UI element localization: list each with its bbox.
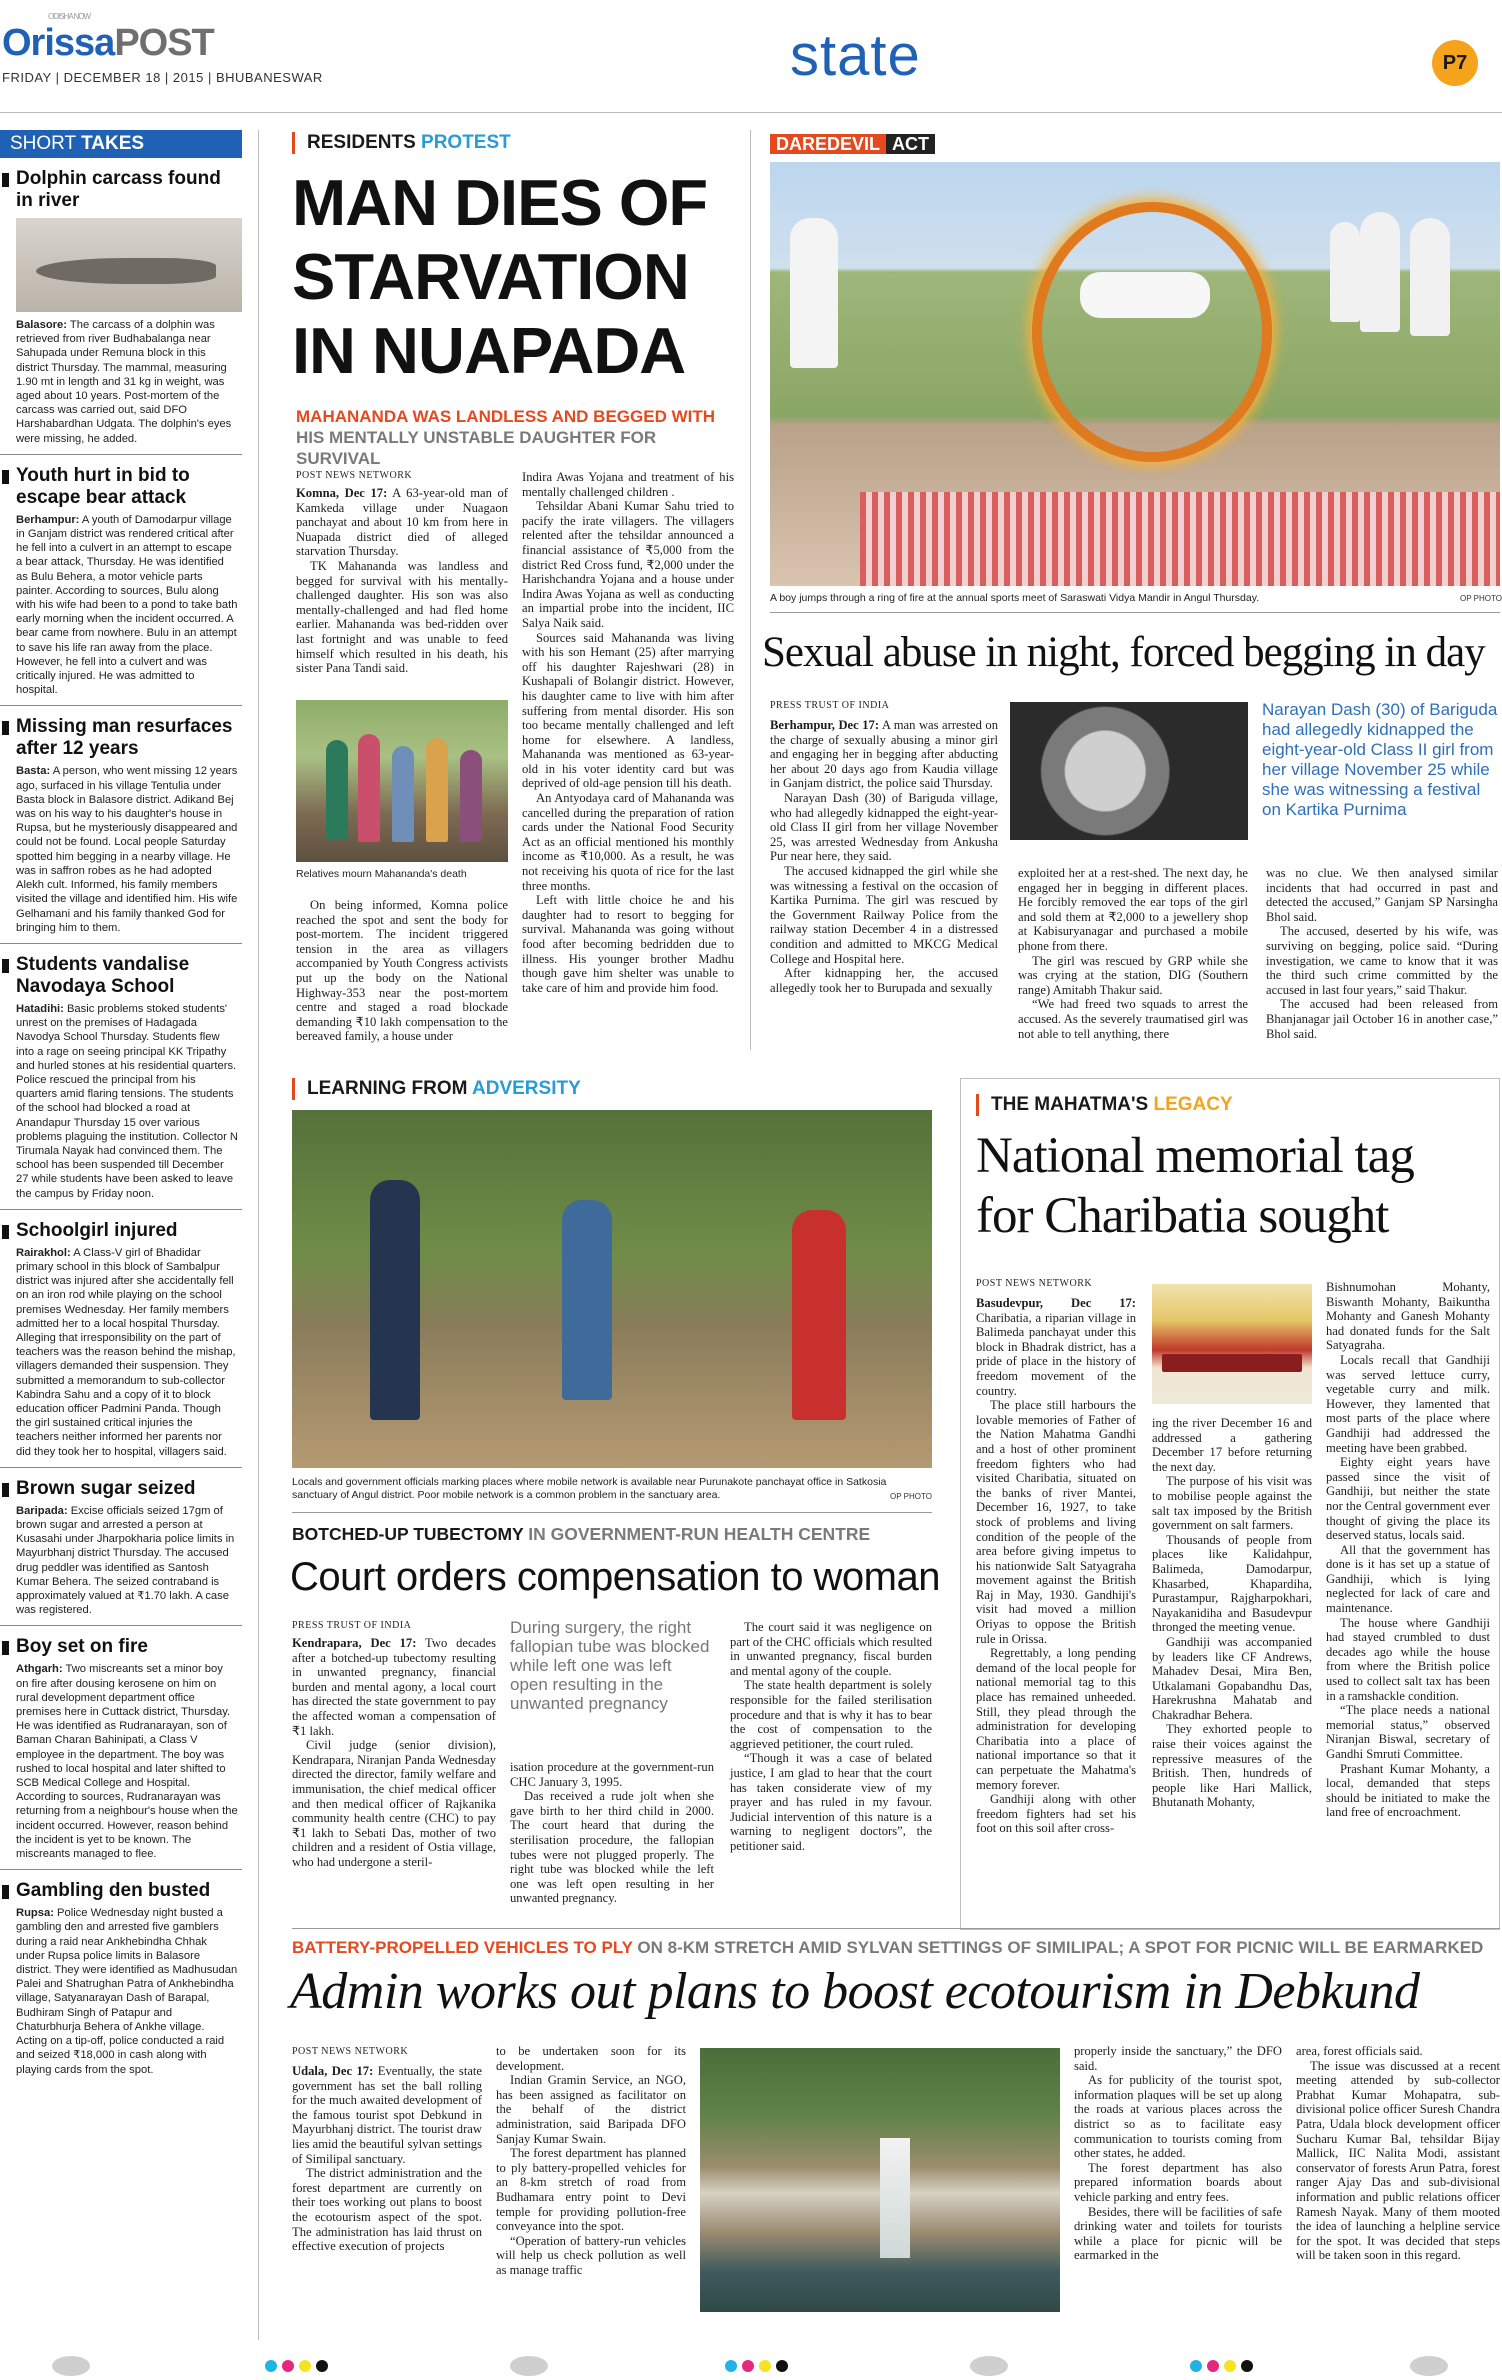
article-text: isation procedure at the government-run CHC January 3, 1995. bbox=[510, 1760, 714, 1789]
ecotourism-kicker bbox=[292, 1938, 1500, 1958]
dateline-place: Berhampur: bbox=[16, 513, 80, 526]
abuse-column-2 bbox=[1018, 866, 1248, 1041]
article-paragraph bbox=[1326, 1455, 1490, 1543]
kicker-highlight: PROTEST bbox=[421, 132, 511, 153]
article-text: Two decades after a botched-up tubectomy resulting in unwanted pregnancy, financial burden and mental agony, a local court has directed the state government to pay the affected woman a compensation of ₹1 lakh. bbox=[292, 1636, 496, 1738]
ecotourism-column-2 bbox=[496, 2044, 686, 2278]
short-take-body bbox=[0, 1662, 242, 1861]
article-text: After kidnapping her, the accused allegedly took her to Burupada and sexually bbox=[770, 966, 998, 995]
short-take-text: The carcass of a dolphin was retrieved from river Budhabalanga near Sahupada under Remuna block in this district Thursday. The mammal, measuring 1.90 mt in length and 31 kg in weight, was aged about 10 years. Post-mortem of the carcass was carried out, said DFO Harshabardhan Udgata. The dolphin's eyes were missing, he added. bbox=[16, 319, 232, 445]
short-take-divider bbox=[0, 1869, 242, 1870]
short-take-item[interactable] bbox=[0, 1220, 242, 1468]
article-text: Regrettably, a long pending demand of the local people for national memorial tag to this place has remained unheeded. Still, they plead through the administration for developing Charibatia into a place of national importance so that it can perpetuate the Mahatma's memory forever. bbox=[976, 1646, 1136, 1792]
short-take-item[interactable] bbox=[0, 954, 242, 1210]
daredevil-kicker bbox=[770, 132, 935, 156]
article-text: Locals recall that Gandhiji was served lettuce curry, vegetable curry and milk. However, they lamented that most parts of the place where Gandhiji had addressed the meeting have been grabbed. bbox=[1326, 1352, 1490, 1455]
headline-line: MAN DIES OF bbox=[292, 166, 708, 239]
mahatma-column-3 bbox=[1326, 1280, 1490, 1820]
article-paragraph bbox=[976, 1792, 1136, 1836]
ecotourism-headline[interactable]: Admin works out plans to boost ecotourism in Debkund bbox=[290, 1963, 1420, 2020]
short-take-text: Police Wednesday night busted a gambling den and arrested five gamblers during a raid near Ankhebindha Chhak under Rupsa police limits in Balasore district. They were identified as Madhusudan Palei and Shatrughan Patra of Ankhebindha village, Satyanarayan Dash of Barapal, Budhiram Singh of Patapur and Chaturbhurja Behera of Ankhe village. Acting on a tip-off, police conducted a raid and seized ₹18,000 in cash along with playing cards from the spot. bbox=[16, 1907, 238, 2076]
article-text: The issue was discussed at a recent meeting attended by sub-collector Prabhat Kumar Mohapatra, sub-divisional police officer Suresh Chandra Patra, Udala block development officer Sucharu Kumar Bal, tehsildar Bijay Mallick, IIC Nalita Modi, assistant conservator of forests Arun Patra, forest ranger Ajay Das and sub-divisional information and public relations officer Ramesh Nayak. Many of them mooted the idea of launching a helpline service for the spot. It was decided that steps will be taken soon in this regard. bbox=[1296, 2058, 1500, 2263]
abuse-column-1 bbox=[770, 718, 998, 995]
dateline-place: Rairakhol: bbox=[16, 1246, 71, 1259]
kicker-red: DAREDEVIL bbox=[770, 134, 886, 154]
abuse-illustration bbox=[1010, 702, 1248, 840]
fire-ring-icon bbox=[1032, 202, 1272, 462]
memorial-photo bbox=[1152, 1284, 1312, 1404]
dateline-place: Hatadihi: bbox=[16, 1002, 64, 1015]
short-take-item[interactable] bbox=[0, 1636, 242, 1870]
article-paragraph bbox=[1074, 2073, 1282, 2161]
article-text: Das received a rude jolt when she gave birth to her third child in 2000. The court heard that during the sterilisation procedure, the fallopian tubes were not plugged properly. The right tube was blocked while the left one was left open resulting in her unwanted pregnancy. bbox=[510, 1789, 714, 1906]
short-takes-header-a: SHORT bbox=[10, 133, 82, 154]
adversity-kicker bbox=[292, 1078, 581, 1100]
article-text: The purpose of his visit was to mobilise people against the salt tax imposed by the British government on salt farmers. bbox=[1152, 1474, 1312, 1533]
article-text: The court said it was negligence on part of the CHC officials which resulted in unwanted pregnancy, fiscal burden and mental agony of the couple. bbox=[730, 1620, 932, 1678]
article-text: Civil judge (senior division), Kendrapara, Niranjan Panda Wednesday directed the director, family welfare and immunisation, the chief medical officer and then medical officer of Rajkanika community health centre (CHC) to pay ₹1 lakh to Sebati Das, mother of two children and a resident of Ostia village, who had undergone a steril- bbox=[292, 1738, 496, 1869]
short-take-text: Basic problems stoked students' unrest on the premises of Hadagada Navodya School Thursday. Students flew into a rage on seeing principal KK Tripathy and hurled stones at his residential quarters. Police rescued the principal from his quarters amid flaring tensions. The students of the school had blocked a road at Anandapur Thursday 15 over various problems plaguing the institution. Collector N Tirumala Nayak had convinced them. The school has been suspended till December 27 while students have been asked to leave the campus by Friday noon. bbox=[16, 1002, 239, 1200]
short-take-divider bbox=[0, 1209, 242, 1210]
article-text: Thousands of people from places like Kalidahpur, Balimeda, Damodarpur, Khasarbed, Khapardiha, Purastampur, Rajgharpokhari, Nayakanidiha and Basudevpur thronged the meeting venue. bbox=[1152, 1532, 1312, 1635]
photo-credit: OP PHOTO bbox=[890, 1492, 932, 1501]
article-paragraph bbox=[522, 470, 734, 499]
short-take-divider bbox=[0, 943, 242, 944]
short-takes-header bbox=[0, 130, 242, 158]
article-text: “Though it was a case of belated justice, I am glad to hear that the court has taken considerate view of my prayer and has ruled in my favour. Judicial intervention of this nature is a warning to negligent doctors”, the petitioner said. bbox=[730, 1751, 932, 1853]
article-paragraph bbox=[1326, 1703, 1490, 1761]
article-text: The accused had been released from Bhanjanagar jail October 16 in another case,” Bhol said. bbox=[1266, 997, 1498, 1041]
article-paragraph bbox=[1326, 1762, 1490, 1820]
article-paragraph bbox=[1152, 1416, 1312, 1474]
article-paragraph bbox=[496, 2073, 686, 2146]
short-take-divider bbox=[0, 454, 242, 455]
article-text: A 63-year-old man of Kamkeda village under Nuagaon panchayat and about 10 km from here in Nuapada district died of alleged starvation Thursday. bbox=[296, 486, 508, 559]
kicker-dark: BOTCHED-UP TUBECTOMY bbox=[292, 1524, 524, 1544]
article-text: The place still harbours the lovable memories of Father of the Nation Mahatma Gandhi and a host of other prominent freedom fighters who had visited Charibatia, situated on the banks of river Mantei, December 16, 1927, to take stock of problems and living condition of the people of the area before giving impetus to his nationwide Salt Satyagraha movement against the British Raj in May, 1930. Gandhiji's visit had moved a million Oriyas to oppose the British rule in Orissa. bbox=[976, 1398, 1136, 1646]
article-text: Tehsildar Abani Kumar Sahu tried to pacify the irate villagers. The villagers relented after the tehsildar announced a financial assistance of ₹5,000 from the district Red Cross fund, ₹2,000 under the Harishchandra Yojana and a house under Indira Awas Yojana as well as conducting an impartial probe into the incident, IIC Salya Naik said. bbox=[522, 499, 734, 630]
column-divider bbox=[750, 130, 751, 1050]
article-paragraph bbox=[1152, 1722, 1312, 1810]
waterfall-icon bbox=[880, 2138, 910, 2258]
article-paragraph bbox=[292, 2166, 482, 2254]
logo-part-post: POST bbox=[114, 22, 214, 64]
short-take-body bbox=[0, 1906, 242, 2076]
mahatma-column-1 bbox=[976, 1296, 1136, 1836]
article-text: Gandhiji was accompanied by leaders like CF Andrews, Mahadev Desai, Mira Ben, Utkalamani Gopabandhu Das, Harekrushna Mahatab and Chakradhar Behera. bbox=[1152, 1634, 1312, 1722]
masthead bbox=[0, 0, 1502, 120]
short-take-title: Students vandalise Navodaya School bbox=[0, 954, 242, 998]
article-paragraph bbox=[510, 1760, 714, 1789]
short-take-item[interactable] bbox=[0, 716, 242, 943]
short-take-body bbox=[0, 1504, 242, 1618]
short-take-divider bbox=[0, 1625, 242, 1626]
starvation-deck bbox=[296, 406, 736, 469]
article-paragraph bbox=[1326, 1353, 1490, 1455]
starvation-column-1 bbox=[296, 486, 508, 676]
section-title: state bbox=[790, 23, 921, 88]
article-paragraph bbox=[1326, 1280, 1490, 1353]
kicker-black: ACT bbox=[886, 134, 935, 154]
article-text: The forest department has planned to ply battery-propelled vehicles for an 8-km stretch of road from Budhamara entry point to Devi temple for providing pollution-free conveyance into the spot. bbox=[496, 2146, 686, 2234]
page-number-badge: P7 bbox=[1432, 40, 1478, 86]
tubectomy-byline: PRESS TRUST OF INDIA bbox=[292, 1620, 412, 1631]
short-takes-list bbox=[0, 168, 242, 2077]
article-paragraph bbox=[522, 499, 734, 630]
article-text: The accused kidnapped the girl while she was witnessing a festival on the occasion of Kartika Purnima. The girl was rescued by the Government Railway Police from the railway station December 4 in a distressed condition and admitted to MKCG Medical College and Hospital here. bbox=[770, 863, 998, 966]
starvation-column-1b bbox=[296, 898, 508, 1044]
tubectomy-column-3 bbox=[730, 1620, 932, 1854]
short-take-body bbox=[0, 1246, 242, 1459]
article-paragraph bbox=[730, 1678, 932, 1751]
fire-ring-photo bbox=[770, 162, 1500, 586]
short-take-title: Gambling den busted bbox=[0, 1880, 242, 1902]
article-paragraph bbox=[1074, 2161, 1282, 2205]
kicker-highlight: LEGACY bbox=[1153, 1094, 1233, 1115]
article-text: Sources said Mahananda was living with his son Hemant (25) after marrying off his daughter Rajeshwari (28) in Kushapali of Bolangir district. However, his daughter came to live with him after suffering from mental disorder. His son too became mentally challenged and left home for elsewhere. A landless, Mahananda was mentioned as 63-year-old in his voter identity card but was deprived of old-age pension till his death. bbox=[522, 630, 734, 791]
article-paragraph bbox=[1152, 1533, 1312, 1635]
mobile-network-photo bbox=[292, 1110, 932, 1468]
article-dateline: Udala, Dec 17: bbox=[292, 2064, 374, 2078]
story-divider bbox=[292, 1928, 1500, 1929]
kicker-text: THE MAHATMA'S bbox=[991, 1094, 1154, 1115]
article-text: TK Mahananda was landless and begged for survival with his mentally-challenged daughter. His son was also mentally-challenged and had fled home earlier. Mahananda was bed-ridden over last fortnight and was unable to feed himself which resulted in his death, his sister Pana Tandi said. bbox=[296, 558, 508, 676]
kicker-text: LEARNING FROM bbox=[307, 1078, 473, 1099]
short-take-text: A Class-V girl of Bhadidar primary school in this block of Sambalpur district was injured after she accidentally fell on an iron rod while playing on the school premises Wednesday. Her family members admitted her to a local hospital Thursday. Alleging that irresponsibility on the part of teachers was the reason behind the mishap, villagers demanded their suspension. They submitted a memorandum to sub-collector Kabindra Sahu and a copy of it to block education officer Padmini Panda. Though the girl sustained critical injuries the teachers neither informed her parents nor did they took her to hospital, villagers said. bbox=[16, 1246, 236, 1458]
short-take-text: Excise officials seized 17gm of brown sugar and arrested a person at Kusasahi under Jharpokharia police limits in Mayurbhanj district Thursday. The accused drug peddler was identified as Santosh Kumar Behera. The seized contraband is approximately valued at ₹1.70 lakh. A case was registered. bbox=[16, 1504, 235, 1617]
article-text: On being informed, Komna police reached the spot and sent the body for post-mortem. The incident triggered tension in the area as villagers accompanied by Youth Congress activists put up the body on the National Highway-353 near the post-mortem centre and staged a road blockade demanding ₹10 lakh compensation to the bereaved family, a house under bbox=[296, 898, 508, 1044]
headline-line: IN NUAPADA bbox=[292, 314, 686, 387]
article-text: Gandhiji along with other freedom fighters had set his foot on this soil after cross- bbox=[976, 1792, 1136, 1836]
short-take-divider bbox=[0, 705, 242, 706]
short-take-title: Dolphin carcass found in river bbox=[0, 168, 242, 212]
article-paragraph bbox=[292, 1636, 496, 1738]
newspaper-logo[interactable] bbox=[2, 12, 214, 65]
tubectomy-kicker bbox=[292, 1524, 952, 1545]
short-take-title: Brown sugar seized bbox=[0, 1478, 242, 1500]
article-text: Narayan Dash (30) of Bariguda village, who had allegedly kidnapped the eight-year-old Class II girl from her village November 25, was arrested Wednesday from Ankusha Pur near here, they said. bbox=[770, 790, 998, 864]
article-paragraph bbox=[1152, 1635, 1312, 1723]
kicker-highlight: ADVERSITY bbox=[472, 1078, 581, 1099]
dateline-place: Basta: bbox=[16, 765, 51, 778]
short-take-body bbox=[0, 764, 242, 934]
headline-line: National memorial tag bbox=[976, 1128, 1414, 1184]
article-paragraph bbox=[1018, 866, 1248, 954]
article-text: properly inside the sanctuary,” the DFO said. bbox=[1074, 2044, 1282, 2073]
headline-line: STARVATION bbox=[292, 240, 689, 313]
dateline-place: Baripada: bbox=[16, 1504, 68, 1517]
article-text: Eighty eight years have passed since the visit of Gandhiji, but neither the state nor the Central government ever thought of giving the place its deserved status, locals said. bbox=[1326, 1455, 1490, 1543]
short-take-divider bbox=[0, 1467, 242, 1468]
article-text: The house where Gandhiji had stayed crumbled to dust decades ago while the house from where the British police used to collect salt tax has been in a ramshackle condition. bbox=[1326, 1615, 1490, 1703]
article-text: Bishnumohan Mohanty, Biswanth Mohanty, Baikuntha Mohanty and Ganesh Mohanty had donated funds for the Salt Satyagraha. bbox=[1326, 1280, 1490, 1353]
article-text: A man was arrested on the charge of sexually abusing a minor girl and engaging her in begging after abducting her about 20 days ago from Kaudia village in Ganjam district, the police said Thursday. bbox=[770, 718, 998, 791]
mahatma-column-2 bbox=[1152, 1416, 1312, 1810]
article-text: The state health department is solely responsible for the failed sterilisation procedure and that is why it has to bear the cost of compensation to the aggrieved petitioner, the court ruled. bbox=[730, 1678, 932, 1751]
waterfall-photo bbox=[700, 2048, 1060, 2312]
dateline-place: Athgarh: bbox=[16, 1663, 63, 1676]
article-paragraph bbox=[496, 2234, 686, 2278]
short-take-text: Two miscreants set a minor boy on fire after dousing kerosene on him on rural development department office premises here in Cuttack district, Thursday. He was identified as Rudranarayan, son of Baman Charan Bahinipati, a Class V employee in the department. The boy was rushed to local hospital and later shifted to SCB Medical College and Hospital. According to sources, Rudranarayan was returning from a neighbour's house when the incident occurred. However, reason behind the incident is yet to be known. The miscreants managed to flee. bbox=[16, 1663, 238, 1861]
short-take-item[interactable] bbox=[0, 168, 242, 455]
article-text: to be undertaken soon for its development. bbox=[496, 2044, 686, 2073]
mourners-photo bbox=[296, 700, 508, 862]
ecotourism-column-1 bbox=[292, 2064, 482, 2254]
article-text: Prashant Kumar Mohanty, a local, demanded that steps should be initiated to make the land free of encroachment. bbox=[1326, 1761, 1490, 1820]
article-paragraph bbox=[296, 898, 508, 1044]
dateline: FRIDAY | DECEMBER 18 | 2015 | BHUBANESWAR bbox=[2, 70, 323, 85]
starvation-headline[interactable] bbox=[292, 166, 732, 388]
starvation-byline: POST NEWS NETWORK bbox=[296, 470, 413, 481]
short-take-title: Boy set on fire bbox=[0, 1636, 242, 1658]
article-dateline: Basudevpur, Dec 17: bbox=[976, 1296, 1136, 1310]
kicker-grey: ON 8-KM STRETCH AMID SYLVAN SETTINGS OF SIMILIPAL; A SPOT FOR PICNIC WILL BE EARMARKED bbox=[632, 1938, 1484, 1957]
deck-line-grey: HIS MENTALLY UNSTABLE DAUGHTER FOR SURVIVAL bbox=[296, 428, 657, 468]
mahatma-headline[interactable] bbox=[976, 1126, 1496, 1246]
short-take-text: A youth of Damodarpur village in Ganjam district was rendered critical after he fell into a culvert in an attempt to escape a bear attack, Thursday. He was identified as Bulu Behera, a motor vehicle parts painter. According to sources, Bulu along with his wife had been to a pond to take bath early morning when the incident occurred. A bear came from nowhere. Bulu in an attempt to save his life ran away from the place. However, he fell into a culvert and was critically injured. He was admitted to hospital. bbox=[16, 513, 238, 697]
short-take-text: A person, who went missing 12 years ago, surfaced in his village Tentulia under Basta block in Balasore district. Adikand Bej was on his way to his daughter's house in Rupsa, but he mysteriously disappeared and could not be found. Local people Saturday spotted him begging in a nearby village. He was in saffron robes as he had adopted Alekh cult. Informed, his family members visited the village and identified him. His wife Gelhamani and his family thanked God for bringing him to them. bbox=[16, 765, 238, 934]
article-paragraph bbox=[496, 2146, 686, 2234]
article-paragraph bbox=[296, 486, 508, 559]
story-divider bbox=[292, 1512, 932, 1513]
article-dateline: Kendrapara, Dec 17: bbox=[292, 1636, 417, 1650]
article-text: The district administration and the forest department are currently on their toes working out plans to boost the ecotourism aspect of the spot. The administration has laid thrust on effective execution of projects bbox=[292, 2166, 482, 2254]
mobile-network-caption: Locals and government officials marking places where mobile network is available near Purunakote panchayat office in Satkosia sanctuary of Angul district. Poor mobile network is a common problem in the sanctuary area. bbox=[292, 1476, 887, 1501]
mourners-caption: Relatives mourn Mahananda's death bbox=[296, 868, 467, 880]
article-paragraph bbox=[1074, 2044, 1282, 2073]
article-paragraph bbox=[1266, 924, 1498, 997]
article-text: Indian Gramin Service, an NGO, has been assigned as facilitator on the behalf of the district administration, said Baripada DFO Sanjay Kumar Swain. bbox=[496, 2073, 686, 2146]
short-take-item[interactable] bbox=[0, 465, 242, 707]
ecotourism-byline: POST NEWS NETWORK bbox=[292, 2046, 409, 2057]
short-take-title: Missing man resurfaces after 12 years bbox=[0, 716, 242, 760]
article-text: Besides, there will be facilities of safe drinking water and toilets for tourists while a place for picnic will be earmarked in the bbox=[1074, 2204, 1282, 2263]
article-paragraph bbox=[1326, 1543, 1490, 1616]
dolphin-photo bbox=[16, 218, 242, 312]
article-paragraph bbox=[770, 718, 998, 791]
kicker-orange: BATTERY-PROPELLED VEHICLES TO PLY bbox=[292, 1938, 633, 1957]
article-dateline: Berhampur, Dec 17: bbox=[770, 718, 880, 732]
short-take-item[interactable] bbox=[0, 1478, 242, 1627]
abuse-headline[interactable]: Sexual abuse in night, forced begging in day bbox=[762, 629, 1485, 676]
article-paragraph bbox=[1018, 954, 1248, 998]
article-paragraph bbox=[1326, 1616, 1490, 1704]
article-text: Indira Awas Yojana and treatment of his mentally challenged children . bbox=[522, 470, 734, 499]
article-paragraph bbox=[292, 1738, 496, 1869]
short-takes-header-b: TAKES bbox=[81, 133, 145, 154]
article-paragraph bbox=[1018, 997, 1248, 1041]
short-take-item[interactable] bbox=[0, 1880, 242, 2076]
article-paragraph bbox=[1152, 1474, 1312, 1532]
tubectomy-headline[interactable]: Court orders compensation to woman bbox=[290, 1555, 940, 1599]
article-text: The forest department has also prepared information boards about vehicle parking and entry fees. bbox=[1074, 2160, 1282, 2204]
article-text: An Antyodaya card of Mahananda was cancelled during the preparation of ration cards under the National Food Security Act as an official mentioned his monthly income as ₹10,000. As a result, he was not receiving his quota of rice for the last three months. bbox=[522, 791, 734, 893]
article-text: Charibatia, a riparian village in Balimeda panchayat under this block in Bhadrak district, has a pride of place in the history of freedom movement of the country. bbox=[976, 1310, 1136, 1398]
article-paragraph bbox=[296, 559, 508, 676]
short-take-body bbox=[0, 1002, 242, 1201]
mat-icon bbox=[860, 492, 1500, 586]
article-text: Eventually, the state government has set the ball rolling for the much awaited development of the famous tourist spot Debkund in Mayurbhanj district. The tourist draw lies amid the beautiful sylvan settings of Similipal sanctuary. bbox=[292, 2064, 483, 2166]
fire-ring-caption: A boy jumps through a ring of fire at the annual sports meet of Saraswati Vidya Mandir in Angul Thursday. bbox=[770, 592, 1260, 604]
article-paragraph bbox=[770, 966, 998, 995]
article-paragraph bbox=[522, 631, 734, 792]
article-text: Left with little choice he and his daughter had to resort to begging for survival. Mahananda was going without food after becoming bedridden due to illness. His younger brother Madhu though gave him shelter was unable to take care of him and provide him food. bbox=[522, 893, 734, 995]
article-text: exploited her at a rest-shed. The next day, he engaged her in begging in different places. He forcibly removed the ear tops of the girl and sold them at ₹2,000 to a jewellery shop at Kabisuryanagar and purchased a mobile phone from there. bbox=[1018, 866, 1248, 953]
kicker-grey: IN GOVERNMENT-RUN HEALTH CENTRE bbox=[523, 1524, 871, 1544]
starvation-kicker bbox=[292, 132, 511, 154]
column-divider bbox=[258, 130, 259, 2340]
article-paragraph bbox=[1074, 2205, 1282, 2263]
article-paragraph bbox=[292, 2064, 482, 2166]
short-take-body bbox=[0, 318, 242, 446]
article-paragraph bbox=[510, 1789, 714, 1906]
headline-line: for Charibatia sought bbox=[976, 1188, 1389, 1244]
short-take-title: Youth hurt in bid to escape bear attack bbox=[0, 465, 242, 509]
article-paragraph bbox=[1296, 2059, 1500, 2263]
article-text: The accused, deserted by his wife, was surviving on begging, police said. “During investigation, we came to know that it was the third such crime committed by the accused in last four years,” said Thakur. bbox=[1266, 924, 1498, 997]
article-paragraph bbox=[730, 1751, 932, 1853]
ecotourism-column-4 bbox=[1296, 2044, 1500, 2263]
article-paragraph bbox=[522, 791, 734, 893]
article-text: “Operation of battery-run vehicles will help us check pollution as well as manage traffic bbox=[496, 2233, 686, 2277]
abuse-byline: PRESS TRUST OF INDIA bbox=[770, 700, 890, 711]
tubectomy-pullquote: During surgery, the right fallopian tube was blocked while left one was left open resulting in the unwanted pregnancy bbox=[510, 1618, 710, 1713]
mahatma-kicker bbox=[976, 1094, 1233, 1116]
article-text: They exhorted people to raise their voices against the repressive measures of the British. Then, hundreds of people like Hari Mallick, Bhutanath Mohanty, bbox=[1152, 1722, 1312, 1810]
article-text: “The place needs a national memorial status,” observed Niranjan Biswal, secretary of Gandhi Smruti Committee. bbox=[1326, 1703, 1490, 1761]
tubectomy-column-2 bbox=[510, 1760, 714, 1906]
article-dateline: Komna, Dec 17: bbox=[296, 486, 388, 500]
print-registration-marks bbox=[0, 2352, 1502, 2380]
article-text: “We had freed two squads to arrest the accused. As the severely traumatised girl was not able to tell anything, there bbox=[1018, 997, 1248, 1041]
deck-line-orange: MAHANANDA WAS LANDLESS AND BEGGED WITH bbox=[296, 407, 716, 426]
short-take-title: Schoolgirl injured bbox=[0, 1220, 242, 1242]
tubectomy-column-1 bbox=[292, 1636, 496, 1870]
kicker-text: RESIDENTS bbox=[307, 132, 422, 153]
article-paragraph bbox=[1266, 866, 1498, 924]
logo-tagline: ODISHA NOW bbox=[48, 12, 91, 21]
article-paragraph bbox=[730, 1620, 932, 1678]
article-text: area, forest officials said. bbox=[1296, 2044, 1423, 2058]
article-paragraph bbox=[770, 864, 998, 966]
article-paragraph bbox=[976, 1296, 1136, 1398]
article-text: ing the river December 16 and addressed a gathering December 17 before returning the next day. bbox=[1152, 1416, 1312, 1474]
short-take-body bbox=[0, 513, 242, 698]
article-text: As for publicity of the tourist spot, information plaques will be set up along the roads at various places across the district so as to facilitate easy communication to tourists coming from other states, he added. bbox=[1074, 2073, 1282, 2161]
article-text: was no clue. We then analysed similar incidents that had occurred in past and detected the accused,” Ganjam SP Narsingha Bhol said. bbox=[1266, 866, 1498, 924]
article-paragraph bbox=[1296, 2044, 1500, 2059]
dateline-place: Balasore: bbox=[16, 319, 67, 331]
article-paragraph bbox=[522, 893, 734, 995]
abuse-column-3 bbox=[1266, 866, 1498, 1041]
abuse-pullquote: Narayan Dash (30) of Bariguda had allegedly kidnapped the eight-year-old Class II girl from her village November 25 while she was witnessing a festival on Kartika Purnima bbox=[1262, 700, 1498, 819]
dateline-place: Rupsa: bbox=[16, 1907, 54, 1920]
article-text: All that the government has done is it has set up a statue of Gandhiji, which is lying neglected for lack of care and maintenance. bbox=[1326, 1542, 1490, 1616]
logo-part-orissa: Orissa bbox=[2, 22, 115, 64]
article-paragraph bbox=[1266, 997, 1498, 1041]
mahatma-byline: POST NEWS NETWORK bbox=[976, 1278, 1093, 1289]
short-takes-column bbox=[0, 130, 242, 2077]
masthead-rule bbox=[0, 112, 1502, 113]
article-paragraph bbox=[770, 791, 998, 864]
article-paragraph bbox=[976, 1398, 1136, 1646]
article-paragraph bbox=[496, 2044, 686, 2073]
ecotourism-column-3 bbox=[1074, 2044, 1282, 2263]
starvation-column-2 bbox=[522, 470, 734, 995]
photo-credit: OP PHOTO bbox=[1460, 594, 1502, 603]
article-text: The girl was rescued by GRP while she was crying at the station, DIG (Southern range) Amitabh Thakur said. bbox=[1018, 953, 1248, 997]
article-paragraph bbox=[976, 1646, 1136, 1792]
story-divider bbox=[770, 612, 1500, 613]
